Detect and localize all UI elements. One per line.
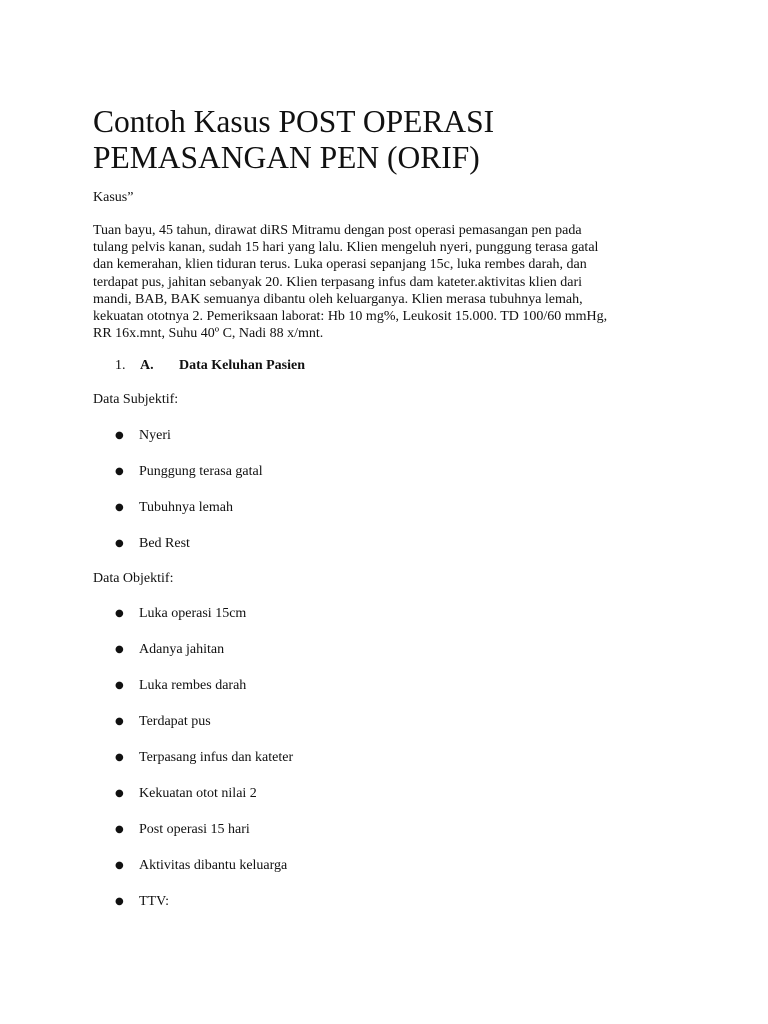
page-title — [93, 104, 713, 176]
list-item — [115, 463, 263, 480]
list-item-text: Luka rembes darah — [139, 678, 247, 693]
kasus-label: Kasus” — [93, 190, 134, 205]
paragraph-line: dan kemerahan, klien tiduran terus. Luka operasi sepanjang 15c, luka rembes darah, dan — [93, 257, 587, 273]
list-item — [115, 605, 246, 622]
list-item-text: Punggung terasa gatal — [139, 464, 263, 479]
paragraph-line: RR 16x.mnt, Suhu 40º C, Nadi 88 x/mnt. — [93, 326, 324, 342]
list-item-text: Tubuhnya lemah — [139, 500, 233, 515]
bullet-icon: ● — [115, 896, 124, 907]
title-line-2: PEMASANGAN PEN (ORIF) — [93, 140, 480, 175]
paragraph-line: mandi, BAB, BAK semuanya dibantu oleh keluarganya. Klien merasa tubuhnya lemah, — [93, 291, 583, 307]
list-item-text: Adanya jahitan — [139, 642, 225, 657]
bullet-icon: ● — [115, 644, 124, 655]
list-item-text: Kekuatan otot nilai 2 — [139, 786, 257, 801]
objective-label: Data Objektif: — [93, 571, 174, 586]
paragraph-line: kekuatan ototnya 2. Pemeriksaan laborat: Hb 10 mg%, Leukosit 15.000. TD 100/60 mmHg, — [93, 309, 608, 325]
bullet-icon: ● — [115, 752, 124, 763]
list-item-text: Bed Rest — [139, 536, 190, 551]
bullet-icon: ● — [115, 538, 124, 549]
list-item — [115, 893, 169, 910]
section-heading-text: Data Keluhan Pasien — [179, 358, 306, 373]
list-item — [115, 821, 250, 838]
list-item — [115, 641, 224, 658]
list-item — [115, 785, 257, 802]
list-item-text: Terpasang infus dan kateter — [139, 750, 294, 765]
list-item-text: Post operasi 15 hari — [139, 822, 250, 837]
bullet-icon: ● — [115, 608, 124, 619]
case-paragraph — [93, 222, 693, 342]
section-heading — [115, 357, 305, 374]
paragraph-line: terdapat pus, jahitan sebanyak 20. Klien terpasang infus dam kateter.aktivitas klien dari — [93, 274, 583, 290]
paragraph-line: tulang pelvis kanan, sudah 15 hari yang lalu. Klien mengeluh nyeri, punggung terasa gatal — [93, 240, 599, 256]
bullet-icon: ● — [115, 502, 124, 513]
list-item — [115, 749, 293, 766]
list-item — [115, 857, 287, 874]
list-item-text: Luka operasi 15cm — [139, 606, 247, 621]
section-letter: A. — [140, 358, 154, 373]
bullet-icon: ● — [115, 788, 124, 799]
bullet-icon: ● — [115, 716, 124, 727]
list-item — [115, 499, 233, 516]
bullet-icon: ● — [115, 430, 124, 441]
subjective-label: Data Subjektif: — [93, 392, 179, 407]
list-item — [115, 713, 211, 730]
title-line-1: Contoh Kasus POST OPERASI — [93, 104, 495, 139]
section-number: 1. — [115, 358, 126, 373]
list-item-text: Aktivitas dibantu keluarga — [139, 858, 288, 873]
list-item-text: TTV: — [139, 894, 170, 909]
list-item — [115, 427, 171, 444]
bullet-icon: ● — [115, 824, 124, 835]
list-item-text: Terdapat pus — [139, 714, 211, 729]
bullet-icon: ● — [115, 466, 124, 477]
bullet-icon: ● — [115, 680, 124, 691]
list-item-text: Nyeri — [139, 428, 171, 443]
list-item — [115, 677, 246, 694]
paragraph-line: Tuan bayu, 45 tahun, dirawat diRS Mitramu dengan post operasi pemasangan pen pada — [93, 223, 582, 238]
list-item — [115, 535, 190, 552]
bullet-icon: ● — [115, 860, 124, 871]
